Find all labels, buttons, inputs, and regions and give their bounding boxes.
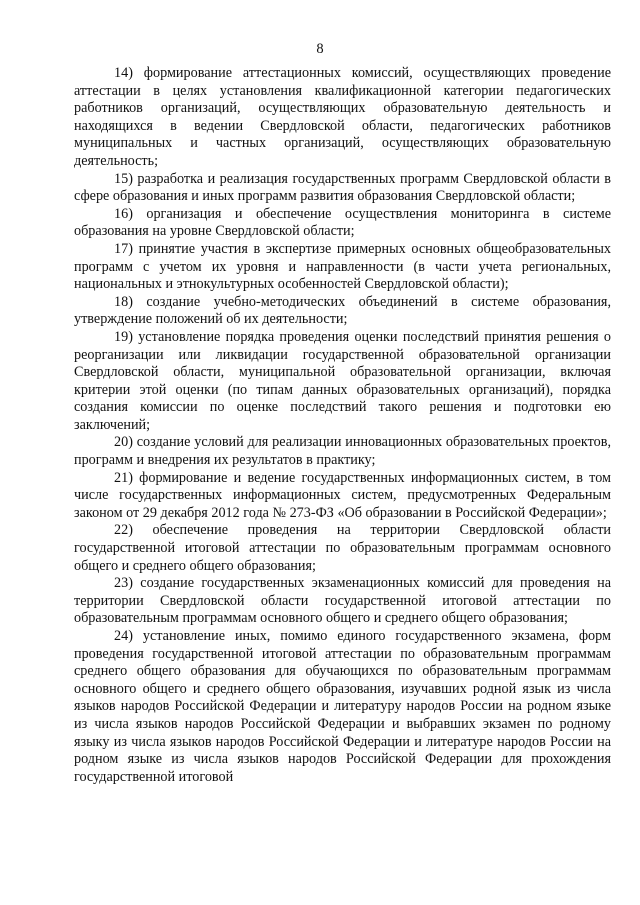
paragraph-item-24: 24) установление иных, помимо единого государственного экзамена, форм проведения государственной итоговой аттестации по образовательным программам среднего общего образования для обучающихся по образовательным программам основного общего и среднего общего образования, изучавших родной язык из числа языков народов Российской Федерации и литературу народов России на родном языке из числа языков народов Российской Федерации и выбравших экзамен по родному языку из числа языков народов Российской Федерации и литературе народов России на родном языке из числа языков народов Российской Федерации для прохождения государственной итоговой (74, 628, 611, 785)
page-number: 8 (316, 41, 324, 57)
paragraph-item-16: 16) организация и обеспечение осуществления мониторинга в системе образования на уровне Свердловской области; (74, 205, 611, 240)
paragraph-item-20: 20) создание условий для реализации инновационных образовательных проектов, программ и внедрения их результатов в практику; (74, 434, 611, 469)
paragraph-item-19: 19) установление порядка проведения оценки последствий принятия решения о реорганизации или ликвидации государственной образовательной организации Свердловской области, муниципальной образовательной организации, включая критерии этой оценки (по типам данных образовательных организаций), порядка создания комиссии по оценке последствий такого решения и подготовки ею заключений; (74, 328, 611, 433)
paragraph-item-18: 18) создание учебно-методических объединений в системе образования, утверждение положений об их деятельности; (74, 293, 611, 328)
paragraph-item-21: 21) формирование и ведение государственных информационных систем, в том числе государственных информационных систем, предусмотренных Федеральным законом от 29 декабря 2012 года № 273-ФЗ «Об образовании в Российской Федерации»; (74, 469, 611, 521)
paragraph-item-22: 22) обеспечение проведения на территории Свердловской области государственной итоговой аттестации по образовательным программам основного общего и среднего общего образования; (74, 522, 611, 574)
paragraph-item-17: 17) принятие участия в экспертизе примерных основных общеобразовательных программ с учетом их уровня и направленности (в части учета региональных, национальных и этнокультурных особенностей Свердловской области); (74, 240, 611, 293)
paragraph-item-23: 23) создание государственных экзаменационных комиссий для проведения на территории Свердловской области государственной итоговой аттестации по образовательным программам основного общего и среднего общего образования; (74, 575, 611, 627)
paragraph-item-14: 14) формирование аттестационных комиссий, осуществляющих проведение аттестации в целях установления квалификационной категории педагогических работников организаций, осуществляющих образовательную деятельность и находящихся в ведении Свердловской области, педагогических работников муниципальных и частных организаций, осуществляющих образовательную деятельность; (74, 65, 611, 169)
document-body (74, 65, 611, 786)
paragraph-item-15: 15) разработка и реализация государственных программ Свердловской области в сфере образования и иных программ развития образования Свердловской области; (74, 170, 611, 205)
